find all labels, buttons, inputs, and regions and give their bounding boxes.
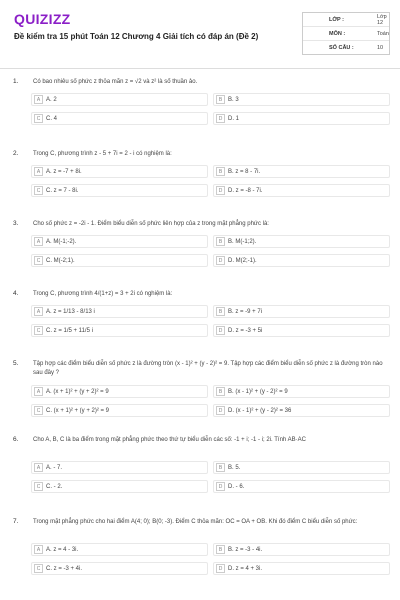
answer-option-content (216, 463, 240, 472)
answer-option-d[interactable] (213, 562, 390, 575)
option-letter-badge: B (216, 545, 225, 554)
answer-option-content (34, 256, 75, 265)
option-letter-badge: D (216, 186, 225, 195)
option-text: D. z = -8 - 7i. (228, 187, 263, 194)
meta-row-count (303, 41, 389, 54)
answer-option-content (216, 95, 239, 104)
answer-option-content (34, 463, 62, 472)
option-letter-badge: D (216, 326, 225, 335)
answer-option-content (34, 95, 57, 104)
question-number: 4. (13, 290, 19, 297)
meta-row-class (303, 13, 389, 27)
answer-option-content (216, 186, 263, 195)
option-text: C. - 2. (46, 483, 63, 490)
meta-table (302, 12, 390, 55)
option-letter-badge: D (216, 114, 225, 123)
meta-label: SỐ CÂU : (329, 44, 354, 51)
answer-option-content (216, 545, 262, 554)
option-text: D. z = 4 + 3i. (228, 565, 263, 572)
option-text: B. z = 8 - 7i. (228, 168, 261, 175)
answer-option-d[interactable] (213, 324, 390, 337)
answer-option-content (34, 564, 82, 573)
option-text: A. M(-1;-2). (46, 238, 77, 245)
answer-option-content (34, 326, 93, 335)
question-text: Trong mặt phẳng phức cho hai điểm A(4; 0); B(0; -3). Điểm C thỏa mãn: OC = OA + OB. Khi đó điểm C biểu diễn số phức: (33, 519, 358, 525)
option-letter-badge: A (34, 545, 43, 554)
option-letter-badge: B (216, 387, 225, 396)
answer-option-content (34, 482, 62, 491)
meta-label: MÔN : (329, 30, 346, 37)
option-letter-badge: C (34, 114, 43, 123)
option-letter-badge: A (34, 167, 43, 176)
answer-option-c[interactable] (31, 562, 208, 575)
answer-option-d[interactable] (213, 404, 390, 417)
option-letter-badge: A (34, 387, 43, 396)
answer-option-content (34, 237, 76, 246)
answer-option-d[interactable] (213, 112, 390, 125)
question-number: 3. (13, 220, 19, 227)
answer-option-content (216, 564, 262, 573)
option-text: D. M(2;-1). (228, 257, 257, 264)
answer-option-a[interactable] (31, 93, 208, 106)
option-text: B. 3 (228, 96, 239, 103)
answer-option-b[interactable] (213, 235, 390, 248)
answer-option-content (34, 307, 95, 316)
header-divider (0, 68, 400, 69)
answer-option-content (216, 406, 291, 415)
question-number: 6. (13, 436, 19, 443)
meta-value: Lớp 12 (377, 13, 387, 26)
option-letter-badge: C (34, 564, 43, 573)
option-text: C. 4 (46, 115, 58, 122)
answer-option-content (216, 387, 288, 396)
option-letter-badge: C (34, 256, 43, 265)
option-letter-badge: C (34, 482, 43, 491)
answer-option-c[interactable] (31, 404, 208, 417)
option-text: C. z = -3 + 4i. (46, 565, 83, 572)
answer-option-c[interactable] (31, 480, 208, 493)
option-text: C. (x + 1)² + (y + 2)² = 9 (46, 407, 110, 414)
option-text: A. z = -7 + 8i. (46, 168, 82, 175)
answer-option-c[interactable] (31, 254, 208, 267)
option-text: A. z = 4 - 3i. (46, 546, 79, 553)
question-number: 2. (13, 150, 19, 157)
option-letter-badge: A (34, 237, 43, 246)
option-text: C. M(-2;1). (46, 257, 75, 264)
meta-value: Toán (377, 30, 389, 37)
answer-option-a[interactable] (31, 543, 208, 556)
answer-option-d[interactable] (213, 254, 390, 267)
option-letter-badge: A (34, 307, 43, 316)
option-letter-badge: C (34, 326, 43, 335)
option-letter-badge: B (216, 463, 225, 472)
page-title: Đề kiểm tra 15 phút Toán 12 Chương 4 Giải tích có đáp án (Đề 2) (14, 32, 259, 41)
option-letter-badge: B (216, 95, 225, 104)
answer-option-d[interactable] (213, 480, 390, 493)
option-text: D. (x - 1)² + (y - 2)² = 36 (228, 407, 292, 414)
answer-option-c[interactable] (31, 324, 208, 337)
option-letter-badge: D (216, 256, 225, 265)
answer-option-content (216, 326, 262, 335)
option-letter-badge: B (216, 167, 225, 176)
option-letter-badge: C (34, 186, 43, 195)
question-number: 1. (13, 78, 19, 85)
option-text: A. z = 1/13 - 8/13 i (46, 308, 95, 315)
answer-option-content (216, 256, 257, 265)
option-letter-badge: A (34, 95, 43, 104)
option-text: A. (x + 1)² + (y + 2)² = 9 (46, 388, 109, 395)
question-text: Tập hợp các điểm biểu diễn số phức z là đường tròn (x - 1)² + (y - 2)² = 9. Tập hợp các điểm biểu diễn số phức z là đường tròn nào sau đây ? (33, 361, 383, 376)
option-text: B. 5. (228, 464, 241, 471)
answer-option-c[interactable] (31, 184, 208, 197)
option-text: A. - 7. (46, 464, 63, 471)
question-text: Cho A, B, C là ba điểm trong mặt phẳng phức theo thứ tự biểu diễn các số: -1 + i; -1 - i; 2i. Tính AB·AC (33, 437, 306, 443)
question-text: Cho số phức z = -2i - 1. Điểm biểu diễn số phức liên hợp của z trong mặt phẳng phức là: (33, 221, 269, 227)
option-letter-badge: D (216, 564, 225, 573)
answer-option-content (216, 237, 256, 246)
option-text: B. z = -9 + 7i (228, 308, 263, 315)
answer-option-b[interactable] (213, 93, 390, 106)
answer-option-b[interactable] (213, 165, 390, 178)
option-text: B. M(-1;2). (228, 238, 257, 245)
option-letter-badge: B (216, 307, 225, 316)
answer-option-b[interactable] (213, 385, 390, 398)
answer-option-content (216, 482, 244, 491)
question-number: 5. (13, 360, 19, 367)
answer-option-d[interactable] (213, 184, 390, 197)
answer-option-a[interactable] (31, 235, 208, 248)
question-text: Có bao nhiêu số phức z thỏa mãn z = √2 và z² là số thuần ảo. (33, 79, 198, 85)
meta-label: LỚP : (329, 16, 344, 23)
option-text: D. z = -3 + 5i (228, 327, 263, 334)
answer-option-content (216, 167, 260, 176)
quizizz-logo: QUIZIZZ (14, 11, 71, 27)
option-text: D. - 6. (228, 483, 245, 490)
option-letter-badge: D (216, 406, 225, 415)
option-text: C. z = 1/5 + 11/5 i (46, 327, 93, 334)
answer-option-content (34, 186, 79, 195)
answer-option-content (34, 545, 78, 554)
question-number: 7. (13, 518, 19, 525)
answer-option-a[interactable] (31, 165, 208, 178)
answer-option-content (34, 167, 82, 176)
answer-option-a[interactable] (31, 385, 208, 398)
answer-option-c[interactable] (31, 112, 208, 125)
option-text: B. z = -3 - 4i. (228, 546, 263, 553)
option-letter-badge: A (34, 463, 43, 472)
answer-option-b[interactable] (213, 461, 390, 474)
meta-row-subject (303, 27, 389, 41)
option-letter-badge: D (216, 482, 225, 491)
meta-value: 10 (377, 44, 384, 51)
option-letter-badge: B (216, 237, 225, 246)
answer-option-content (34, 387, 109, 396)
answer-option-content (34, 114, 57, 123)
question-text: Trong C, phương trình 4/(1+z) = 3 + 2i có nghiệm là: (33, 291, 173, 297)
answer-option-content (216, 307, 262, 316)
answer-option-a[interactable] (31, 461, 208, 474)
answer-option-b[interactable] (213, 305, 390, 318)
option-text: B. (x - 1)² + (y - 2)² = 9 (228, 388, 288, 395)
answer-option-content (216, 114, 239, 123)
answer-option-content (34, 406, 109, 415)
option-text: D. 1 (228, 115, 240, 122)
option-text: A. 2 (46, 96, 57, 103)
answer-option-b[interactable] (213, 543, 390, 556)
option-letter-badge: C (34, 406, 43, 415)
question-text: Trong C, phương trình z - 5 + 7i = 2 - i có nghiệm là: (33, 151, 172, 157)
answer-option-a[interactable] (31, 305, 208, 318)
option-text: C. z = 7 - 8i. (46, 187, 79, 194)
